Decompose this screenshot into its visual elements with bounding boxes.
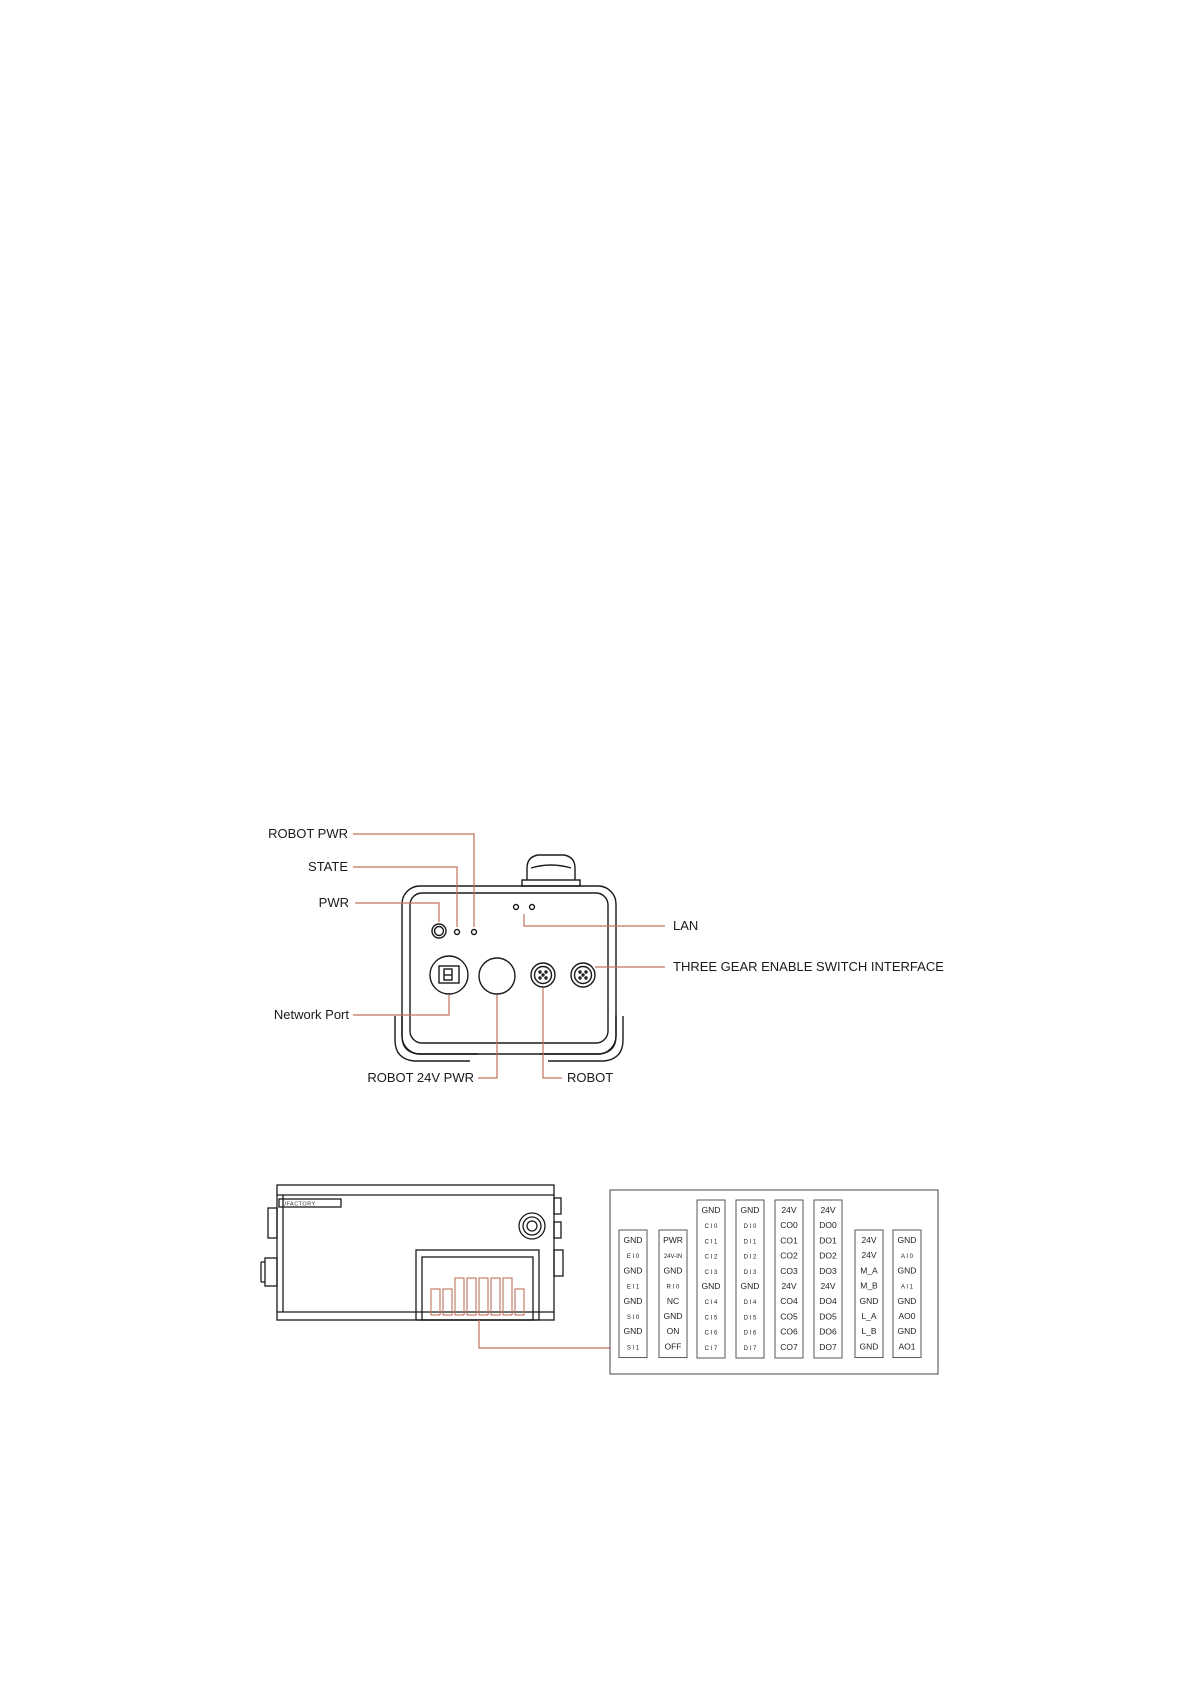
pin-label: A I 1	[900, 1284, 914, 1291]
side-connector-round	[519, 1213, 545, 1239]
label-lan: LAN	[673, 918, 699, 933]
pin-label: 24V	[820, 1205, 836, 1215]
pin-label: C I 1	[704, 1239, 718, 1246]
leader-robot-24v	[478, 995, 497, 1078]
pin-label: GND	[663, 1311, 683, 1321]
pin-column-7	[855, 1230, 883, 1358]
pin-column-8	[893, 1230, 921, 1358]
robot-pwr-led	[472, 930, 477, 935]
pin-label: D I 1	[743, 1239, 757, 1246]
pinout-columns	[619, 1200, 921, 1358]
label-state: STATE	[308, 859, 348, 874]
pin-label: CO3	[780, 1265, 798, 1276]
pin-label: L_B	[861, 1326, 877, 1337]
leader-robot	[543, 988, 562, 1078]
pin-label: DO0	[819, 1220, 837, 1231]
pin-label: AO0	[898, 1311, 916, 1321]
pin-label: DO7	[819, 1341, 837, 1352]
pin-label: PWR	[663, 1235, 683, 1245]
pin-label: C I 7	[704, 1345, 718, 1352]
label-network-port: Network Port	[273, 1007, 349, 1022]
terminal-slot-5	[479, 1278, 488, 1315]
pin-label: C I 5	[704, 1315, 718, 1322]
side-right-connector-1	[554, 1198, 561, 1214]
leader-pwr	[355, 903, 439, 922]
terminal-slot-6	[491, 1278, 500, 1315]
pin-label: DO5	[819, 1311, 837, 1322]
leader-lan	[524, 914, 665, 926]
front-housing-outer	[402, 886, 616, 1054]
pin-label: D I 5	[743, 1315, 757, 1322]
pin-label: CO4	[780, 1296, 798, 1307]
side-right-connector-3	[554, 1250, 563, 1276]
pin-label: 24V-IN	[663, 1254, 683, 1261]
pin-label: 24V	[820, 1281, 836, 1291]
terminal-slot-3	[455, 1278, 464, 1315]
pin-label: 24V	[781, 1205, 797, 1215]
pin-label: S I 1	[626, 1345, 640, 1352]
three-gear-switch-connector	[571, 963, 595, 987]
pin-label: GND	[897, 1295, 917, 1306]
pin-label: DO2	[819, 1250, 837, 1261]
label-robot-24v-pwr: ROBOT 24V PWR	[367, 1070, 474, 1085]
pin-label: GND	[701, 1281, 721, 1291]
pin-label: M_B	[860, 1280, 878, 1291]
terminal-slot-1	[431, 1289, 440, 1315]
pin-label: NC	[666, 1295, 680, 1306]
pin-label: 24V	[861, 1235, 877, 1245]
pin-label: CO1	[780, 1235, 798, 1246]
pin-column-1	[619, 1230, 647, 1358]
side-left-connector-top	[268, 1208, 277, 1238]
pin-label: DO1	[819, 1235, 837, 1246]
leader-robot-pwr	[353, 834, 474, 927]
robot-24v-pwr-connector	[479, 958, 515, 994]
state-led	[455, 930, 460, 935]
pin-label: GND	[897, 1265, 917, 1276]
pin-label: GND	[740, 1281, 760, 1291]
terminal-slots	[431, 1278, 524, 1315]
pin-label: D I 6	[743, 1330, 757, 1337]
pin-label: C I 2	[704, 1254, 718, 1261]
label-robot: ROBOT	[567, 1070, 614, 1085]
pin-label: GND	[897, 1235, 917, 1245]
label-robot-pwr: ROBOT PWR	[268, 826, 348, 841]
terminal-block	[416, 1250, 539, 1320]
pin-label: DO4	[819, 1296, 837, 1307]
pin-label: R I 0	[666, 1284, 680, 1291]
pin-label: GND	[623, 1235, 643, 1245]
pin-label: CO0	[780, 1220, 798, 1231]
pin-label: S I 0	[626, 1315, 640, 1321]
pin-label: DO3	[819, 1265, 837, 1276]
lan-led-2	[530, 905, 535, 910]
pin-label: D I 2	[743, 1254, 757, 1261]
leader-terminal-to-pinout	[479, 1320, 610, 1348]
pin-label: C I 3	[704, 1269, 718, 1276]
label-three-gear: THREE GEAR ENABLE SWITCH INTERFACE	[673, 959, 944, 974]
side-left-connector-bottom	[265, 1258, 277, 1286]
pin-label: A I 0	[900, 1254, 914, 1261]
leader-state	[353, 867, 457, 927]
pin-label: GND	[701, 1205, 721, 1215]
pin-label: D I 7	[743, 1345, 757, 1352]
pin-label: DO6	[819, 1326, 837, 1337]
terminal-slot-7	[503, 1278, 512, 1315]
pin-label: E I 1	[626, 1284, 640, 1291]
pin-label: C I 0	[704, 1224, 718, 1231]
pin-label: GND	[663, 1265, 683, 1276]
pin-label: E I 0	[626, 1254, 640, 1261]
pin-label: CO2	[780, 1250, 798, 1261]
front-labels	[268, 826, 944, 1085]
front-leader-lines	[353, 834, 665, 1078]
pin-label: GND	[623, 1326, 643, 1337]
pin-label: ON	[666, 1326, 680, 1337]
pin-label: CO6	[780, 1326, 798, 1337]
front-panel-view	[395, 855, 623, 1061]
lan-led-1	[514, 905, 519, 910]
terminal-slot-4	[467, 1278, 476, 1315]
pin-label: D I 0	[743, 1224, 757, 1231]
side-right-connector-2	[554, 1222, 561, 1238]
pin-label: CO5	[780, 1311, 798, 1322]
pin-label: 24V	[781, 1281, 797, 1291]
pin-label: GND	[623, 1265, 643, 1276]
terminal-slot-8	[515, 1289, 524, 1315]
leader-network-port	[353, 995, 449, 1015]
pin-label: C I 6	[704, 1330, 718, 1337]
pin-label: M_A	[860, 1265, 878, 1276]
label-pwr: PWR	[318, 895, 349, 910]
pin-label: 24V	[861, 1250, 877, 1261]
pin-column-2	[659, 1230, 687, 1358]
pin-label: GND	[740, 1205, 760, 1215]
emergency-stop-knob	[522, 855, 580, 886]
pin-label: GND	[623, 1295, 643, 1306]
pin-label: GND	[859, 1295, 879, 1306]
pin-label: AO1	[898, 1341, 916, 1352]
pwr-button	[432, 924, 446, 938]
pin-label: D I 3	[743, 1269, 757, 1276]
pin-label: D I 4	[743, 1300, 757, 1307]
terminal-slot-2	[443, 1289, 452, 1315]
pin-label: CO7	[780, 1341, 798, 1352]
pin-label: C I 4	[704, 1300, 718, 1307]
pin-label: OFF	[664, 1341, 682, 1352]
robot-connector	[531, 963, 555, 987]
pin-label: GND	[897, 1326, 917, 1337]
pin-label: GND	[859, 1341, 879, 1352]
network-port	[430, 956, 468, 994]
pin-label: L_A	[861, 1311, 877, 1321]
brand-label: UFACTORY	[282, 1201, 316, 1208]
